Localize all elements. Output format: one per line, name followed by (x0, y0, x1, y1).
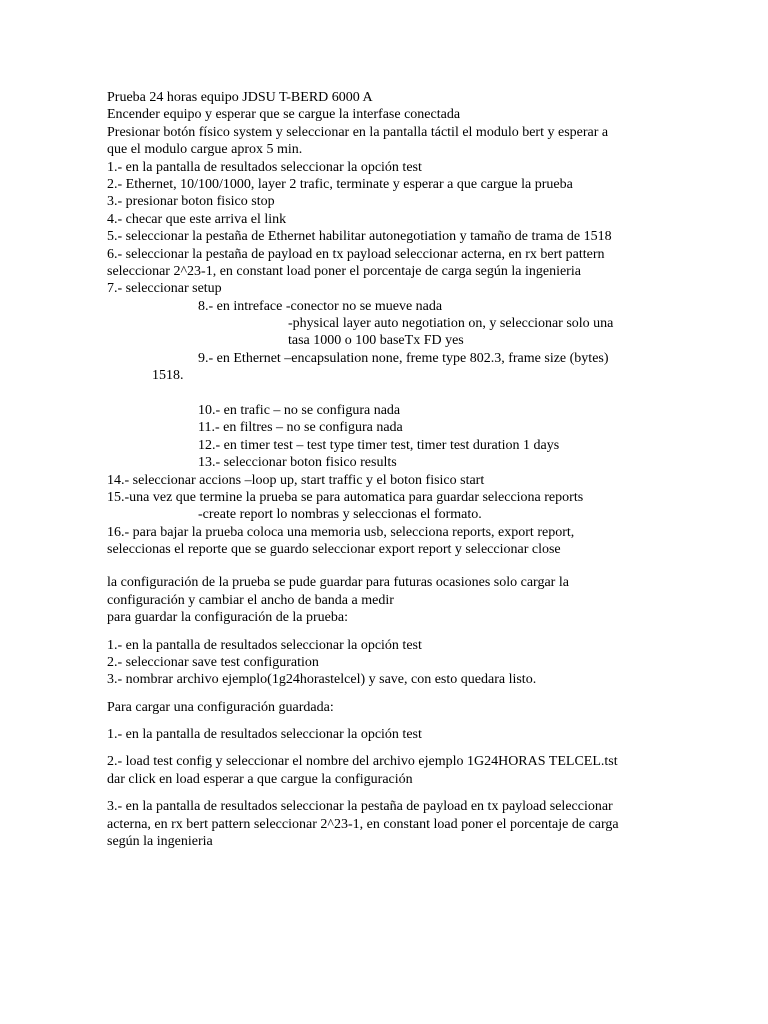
step-16-cont: seleccionas el reporte que se guardo seleccionar export report y seleccionar close (107, 542, 561, 558)
blank-line (107, 689, 667, 699)
step-13: 13.- seleccionar boton fisico results (198, 455, 397, 471)
save-step-2: 2.- seleccionar save test configuration (107, 654, 319, 670)
step-14: 14.- seleccionar accions –loop up, start traffic y el boton fisico start (107, 472, 485, 488)
step-9: 9.- en Ethernet –encapsulation none, freme type 802.3, frame size (bytes) (198, 350, 609, 366)
step-8-detail: -physical layer auto negotiation on, y seleccionar solo una (288, 316, 614, 332)
blank-line (107, 627, 667, 637)
step-3: 3.- presionar boton fisico stop (107, 194, 275, 210)
section-heading-save: para guardar la configuración de la prueba: (107, 610, 348, 626)
step-11: 11.- en filtres – no se configura nada (198, 420, 403, 436)
blank-line (107, 559, 667, 575)
step-12: 12.- en timer test – test type timer test, timer test duration 1 days (198, 437, 560, 453)
step-8-detail-cont: tasa 1000 o 100 baseTx FD yes (288, 333, 464, 349)
step-1: 1.- en la pantalla de resultados seleccionar la opción test (107, 159, 422, 175)
load-step-2-cont: dar click en load esperar a que cargue la configuración (107, 771, 413, 787)
step-8: 8.- en intreface -conector no se mueve nada (198, 298, 443, 314)
load-step-3: 3.- en la pantalla de resultados seleccionar la pestaña de payload en tx payload seleccionar (107, 799, 613, 815)
text-line: la configuración de la prueba se pude guardar para futuras ocasiones solo cargar la (107, 575, 569, 591)
blank-line (107, 716, 667, 726)
text-line: configuración y cambiar el ancho de banda a medir (107, 592, 394, 608)
step-15-detail: -create report lo nombras y seleccionas el formato. (198, 507, 482, 523)
load-step-1: 1.- en la pantalla de resultados seleccionar la opción test (107, 727, 422, 743)
text-line: Encender equipo y esperar que se cargue la interfase conectada (107, 107, 461, 123)
document-body (107, 89, 667, 850)
text-line: Presionar botón físico system y seleccionar en la pantalla táctil el modulo bert y esperar a (107, 124, 609, 140)
blank-line (107, 788, 667, 798)
save-step-3: 3.- nombrar archivo ejemplo(1g24horastelcel) y save, con esto quedara listo. (107, 672, 537, 688)
step-15: 15.-una vez que termine la prueba se para automatica para guardar selecciona reports (107, 489, 584, 505)
step-2: 2.- Ethernet, 10/100/1000, layer 2 trafic, terminate y esperar a que cargue la prueba (107, 176, 573, 192)
blank-line (107, 743, 667, 753)
load-step-3-cont: según la ingenieria (107, 834, 213, 850)
step-7: 7.- seleccionar setup (107, 281, 222, 297)
step-5: 5.- seleccionar la pestaña de Ethernet habilitar autonegotiation y tamaño de trama de 1518 (107, 229, 612, 245)
save-step-1: 1.- en la pantalla de resultados seleccionar la opción test (107, 637, 422, 653)
step-4: 4.- checar que este arriva el link (107, 211, 287, 227)
step-6: 6.- seleccionar la pestaña de payload en tx payload seleccionar acterna, en rx bert pattern (107, 246, 605, 262)
document-title: Prueba 24 horas equipo JDSU T-BERD 6000 A (107, 90, 373, 105)
load-step-2: 2.- load test config y seleccionar el nombre del archivo ejemplo 1G24HORAS TELCEL.tst (107, 754, 618, 770)
blank-line (107, 385, 667, 402)
text-line: que el modulo cargue aprox 5 min. (107, 142, 303, 158)
step-9-cont: 1518. (152, 368, 184, 384)
load-step-3-cont: acterna, en rx bert pattern seleccionar 2^23-1, en constant load poner el porcentaje de carga (107, 816, 619, 832)
section-heading-load: Para cargar una configuración guardada: (107, 699, 334, 715)
step-10: 10.- en trafic – no se configura nada (198, 403, 401, 419)
step-6-cont: seleccionar 2^23-1, en constant load poner el porcentaje de carga según la ingenieria (107, 263, 581, 279)
step-16: 16.- para bajar la prueba coloca una memoria usb, selecciona reports, export report, (107, 524, 575, 540)
